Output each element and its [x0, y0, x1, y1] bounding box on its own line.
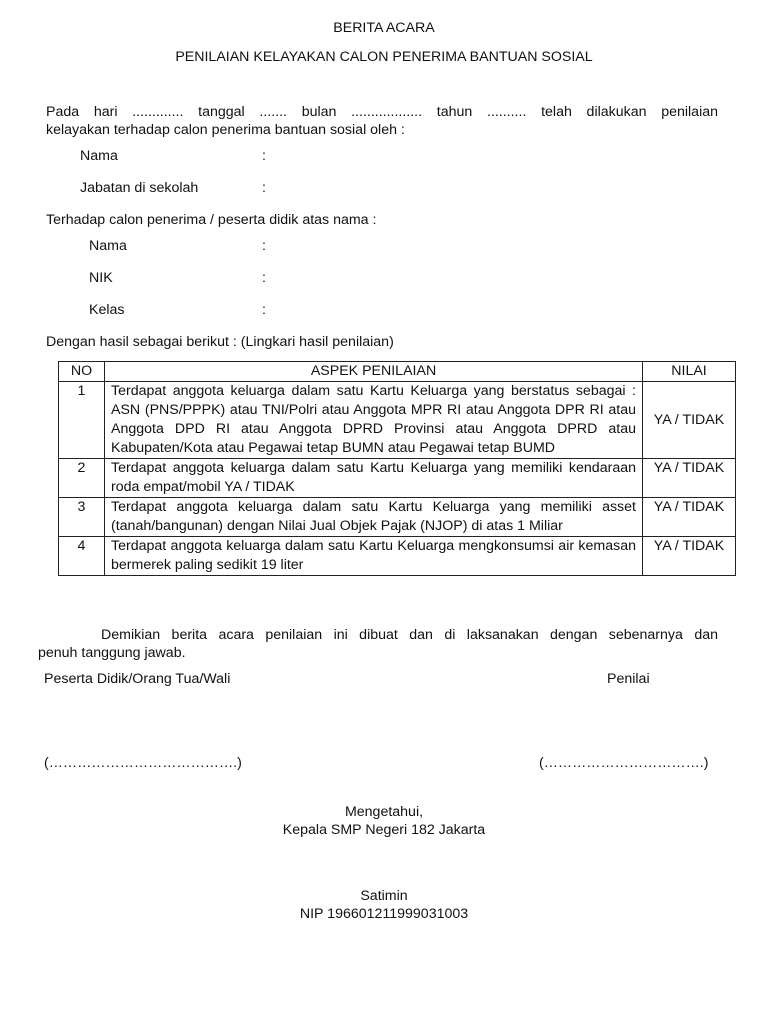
- row-no: 3: [59, 498, 105, 537]
- student-nik-colon: :: [262, 270, 266, 286]
- signature-right-label: Penilai: [607, 671, 650, 687]
- row-aspek: Terdapat anggota keluarga dalam satu Kartu Keluarga mengkonsumsi air kemasan bermerek paling sedikit 19 liter: [105, 537, 643, 576]
- row-no: 1: [59, 382, 105, 459]
- assessment-table: [58, 361, 736, 576]
- row-aspek: Terdapat anggota keluarga dalam satu Kartu Keluarga yang berstatus sebagai : ASN (PNS/PPPK) atau TNI/Polri atau Anggota MPR RI atau Anggota DPR RI atau Anggota DPD RI atau Anggota DPRD Provinsi atau Anggota DPRD atau Kabupaten/Kota atau Pegawai tetap BUMN atau Pegawai tetap BUMD: [105, 382, 643, 459]
- signature-left-blank: (………………………………….): [44, 755, 242, 771]
- approval-position: Kepala SMP Negeri 182 Jakarta: [282, 822, 486, 838]
- table-row: [59, 537, 736, 576]
- assessor-name-label: Nama: [80, 148, 118, 164]
- table-row: [59, 459, 736, 498]
- student-nik-label: NIK: [89, 270, 113, 286]
- student-name-label: Nama: [89, 238, 127, 254]
- row-nilai-choice[interactable]: YA / TIDAK: [643, 498, 736, 537]
- approval-nip: NIP 196601211999031003: [299, 906, 469, 922]
- intro-line-2: kelayakan terhadap calon penerima bantuan sosial oleh :: [46, 122, 405, 138]
- closing-line-1: Demikian berita acara penilaian ini dibuat dan di laksanakan dengan sebenarnya dan: [101, 627, 718, 643]
- row-nilai-choice[interactable]: YA / TIDAK: [643, 459, 736, 498]
- row-no: 4: [59, 537, 105, 576]
- assessor-name-colon: :: [262, 148, 266, 164]
- row-nilai-choice[interactable]: YA / TIDAK: [643, 382, 736, 459]
- approval-label: Mengetahui,: [344, 804, 424, 820]
- assessor-position-colon: :: [262, 180, 266, 196]
- result-intro: Dengan hasil sebagai berikut : (Lingkari hasil penilaian): [46, 334, 394, 350]
- table-row: [59, 498, 736, 537]
- student-class-label: Kelas: [89, 302, 125, 318]
- closing-line-2: penuh tanggung jawab.: [38, 645, 186, 661]
- row-aspek: Terdapat anggota keluarga dalam satu Kartu Keluarga yang memiliki asset (tanah/bangunan) dengan Nilai Jual Objek Pajak (NJOP) di atas 1 Miliar: [105, 498, 643, 537]
- student-intro: Terhadap calon penerima / peserta didik atas nama :: [46, 212, 377, 228]
- row-no: 2: [59, 459, 105, 498]
- student-name-colon: :: [262, 238, 266, 254]
- document-title: BERITA ACARA: [333, 20, 435, 36]
- intro-line-1: Pada hari ............. tanggal ....... bulan .................. tahun .......... telah dilakukan penilaian: [46, 104, 718, 120]
- row-nilai-choice[interactable]: YA / TIDAK: [643, 537, 736, 576]
- assessor-position-label: Jabatan di sekolah: [80, 180, 199, 196]
- document-subtitle: PENILAIAN KELAYAKAN CALON PENERIMA BANTUAN SOSIAL: [175, 49, 593, 65]
- signature-right-blank: (…………………………….): [539, 755, 709, 771]
- header-no: NO: [59, 362, 105, 382]
- header-nilai: NILAI: [643, 362, 736, 382]
- signature-left-label: Peserta Didik/Orang Tua/Wali: [44, 671, 231, 687]
- table-header-row: [59, 362, 736, 382]
- header-aspek: ASPEK PENILAIAN: [105, 362, 643, 382]
- table-row: [59, 382, 736, 459]
- approval-name: Satimin: [360, 888, 408, 904]
- student-class-colon: :: [262, 302, 266, 318]
- row-aspek: Terdapat anggota keluarga dalam satu Kartu Keluarga yang memiliki kendaraan roda empat/mobil YA / TIDAK: [105, 459, 643, 498]
